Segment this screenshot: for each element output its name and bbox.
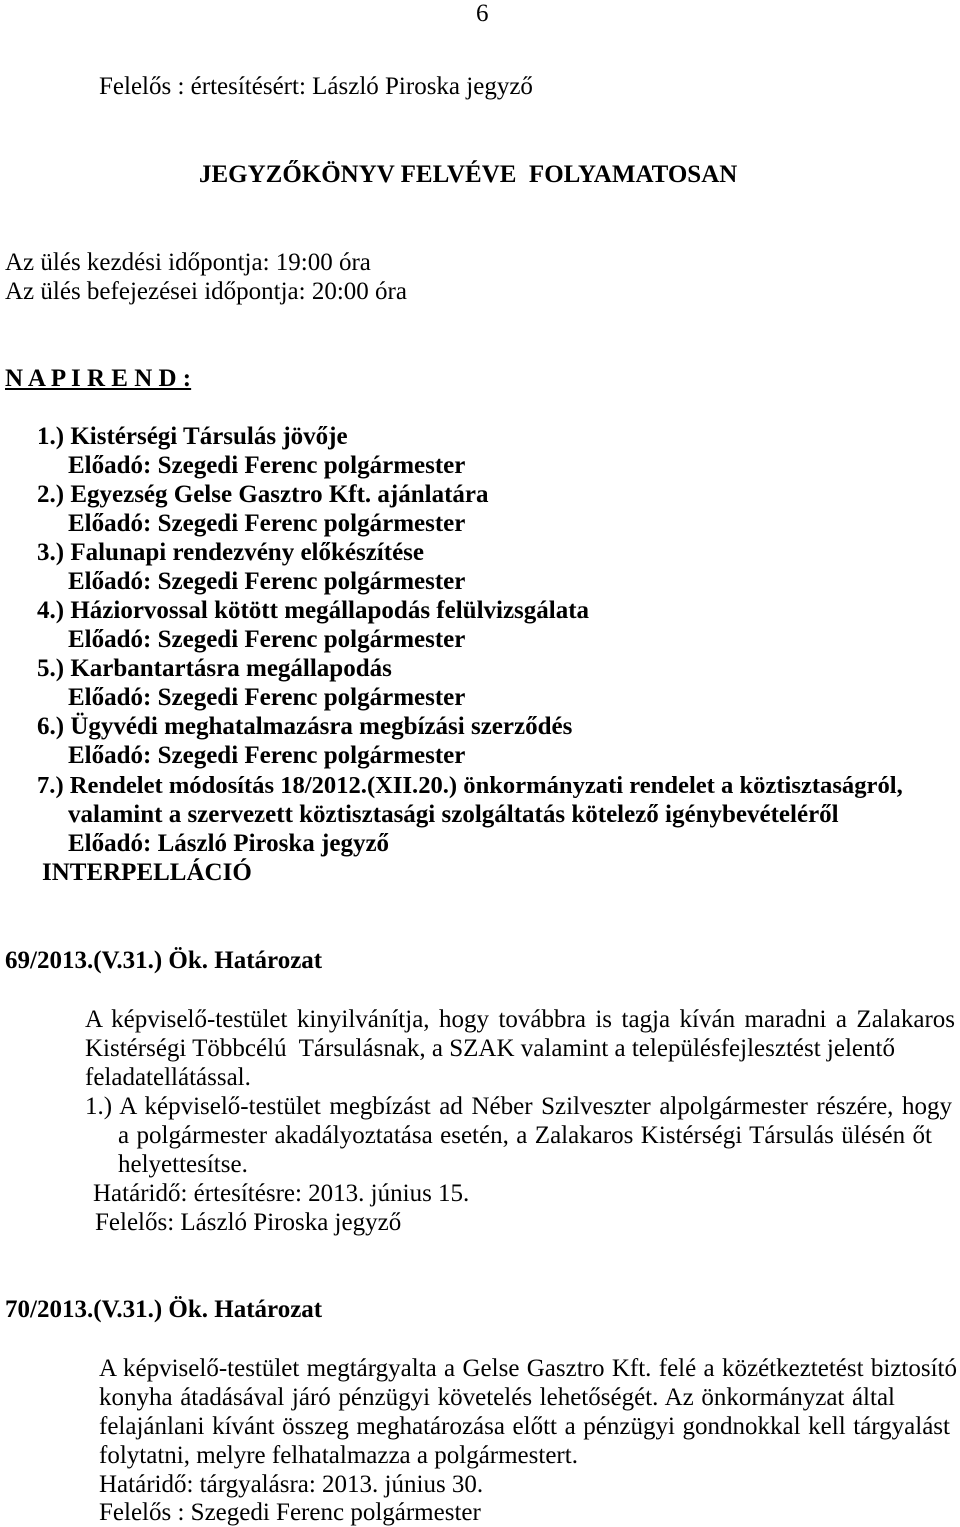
agenda-heading: N A P I R E N D : — [5, 365, 192, 392]
resolution-point-line: a polgármester akadályoztatása esetén, a Zalakaros Kistérségi Társulás ülésén őt — [118, 1122, 932, 1149]
deadline-line: Határidő: értesítésre: 2013. június 15. — [93, 1180, 470, 1207]
agenda-item-title: 1.) Kistérségi Társulás jövője — [37, 423, 348, 450]
interpellation-heading: INTERPELLÁCIÓ — [42, 859, 252, 886]
agenda-item-title-continuation: valamint a szervezett köztisztasági szolgáltatás kötelező igénybevételéről — [68, 801, 839, 828]
agenda-item-presenter: Előadó: Szegedi Ferenc polgármester — [68, 568, 466, 595]
resolution-text-line: konyha átadásával járó pénzügyi követelés lehetőségét. Az önkormányzat által — [99, 1384, 895, 1411]
responsible-line: Felelős: László Piroska jegyző — [95, 1209, 402, 1236]
header-responsible-line: Felelős : értesítésért: László Piroska jegyző — [99, 73, 533, 100]
agenda-item-title: 3.) Falunapi rendezvény előkészítése — [37, 539, 424, 566]
resolution-point-line: helyettesítse. — [118, 1151, 248, 1178]
page-number: 6 — [476, 0, 489, 27]
agenda-item-presenter: Előadó: Szegedi Ferenc polgármester — [68, 742, 466, 769]
resolution-text-line: feladatellátással. — [85, 1064, 251, 1091]
resolution-text-line: Kistérségi Többcélú Társulásnak, a SZAK valamint a településfejlesztést jelentő — [85, 1035, 895, 1062]
meeting-end-time: Az ülés befejezései időpontja: 20:00 óra — [5, 278, 407, 305]
agenda-item-presenter: Előadó: Szegedi Ferenc polgármester — [68, 684, 466, 711]
responsible-line: Felelős : Szegedi Ferenc polgármester — [99, 1499, 481, 1526]
resolution-point-line: 1.) A képviselő-testület megbízást ad Néber Szilveszter alpolgármester részére, hogy — [85, 1093, 952, 1120]
resolution-number: 69/2013.(V.31.) Ök. Határozat — [5, 947, 323, 974]
agenda-item-title: 6.) Ügyvédi meghatalmazásra megbízási szerződés — [37, 713, 573, 740]
agenda-item-title: 2.) Egyezség Gelse Gasztro Kft. ajánlatára — [37, 481, 489, 508]
agenda-item-title: 4.) Háziorvossal kötött megállapodás felülvizsgálata — [37, 597, 590, 624]
agenda-item-title: 7.) Rendelet módosítás 18/2012.(XII.20.) önkormányzati rendelet a köztisztaságról, — [37, 772, 903, 799]
agenda-item-presenter: Előadó: Szegedi Ferenc polgármester — [68, 510, 466, 537]
agenda-item-title: 5.) Karbantartásra megállapodás — [37, 655, 392, 682]
deadline-line: Határidő: tárgyalásra: 2013. június 30. — [99, 1471, 484, 1498]
resolution-number: 70/2013.(V.31.) Ök. Határozat — [5, 1296, 323, 1323]
agenda-item-presenter: Előadó: Szegedi Ferenc polgármester — [68, 626, 466, 653]
agenda-item-presenter: Előadó: Szegedi Ferenc polgármester — [68, 452, 466, 479]
resolution-text-line: A képviselő-testület kinyilvánítja, hogy továbbra is tagja kíván maradni a Zalakaros — [85, 1006, 955, 1033]
agenda-item-presenter: Előadó: László Piroska jegyző — [68, 830, 390, 857]
resolution-text-line: folytatni, melyre felhatalmazza a polgármestert. — [99, 1442, 578, 1469]
meeting-start-time: Az ülés kezdési időpontja: 19:00 óra — [5, 249, 371, 276]
resolution-text-line: A képviselő-testület megtárgyalta a Gelse Gasztro Kft. felé a közétkeztetést biztosító — [99, 1355, 957, 1382]
resolution-text-line: felajánlani kívánt összeg meghatározása előtt a pénzügyi gondnokkal kell tárgyalást — [99, 1413, 950, 1440]
minutes-title: JEGYZŐKÖNYV FELVÉVE FOLYAMATOSAN — [199, 161, 738, 188]
